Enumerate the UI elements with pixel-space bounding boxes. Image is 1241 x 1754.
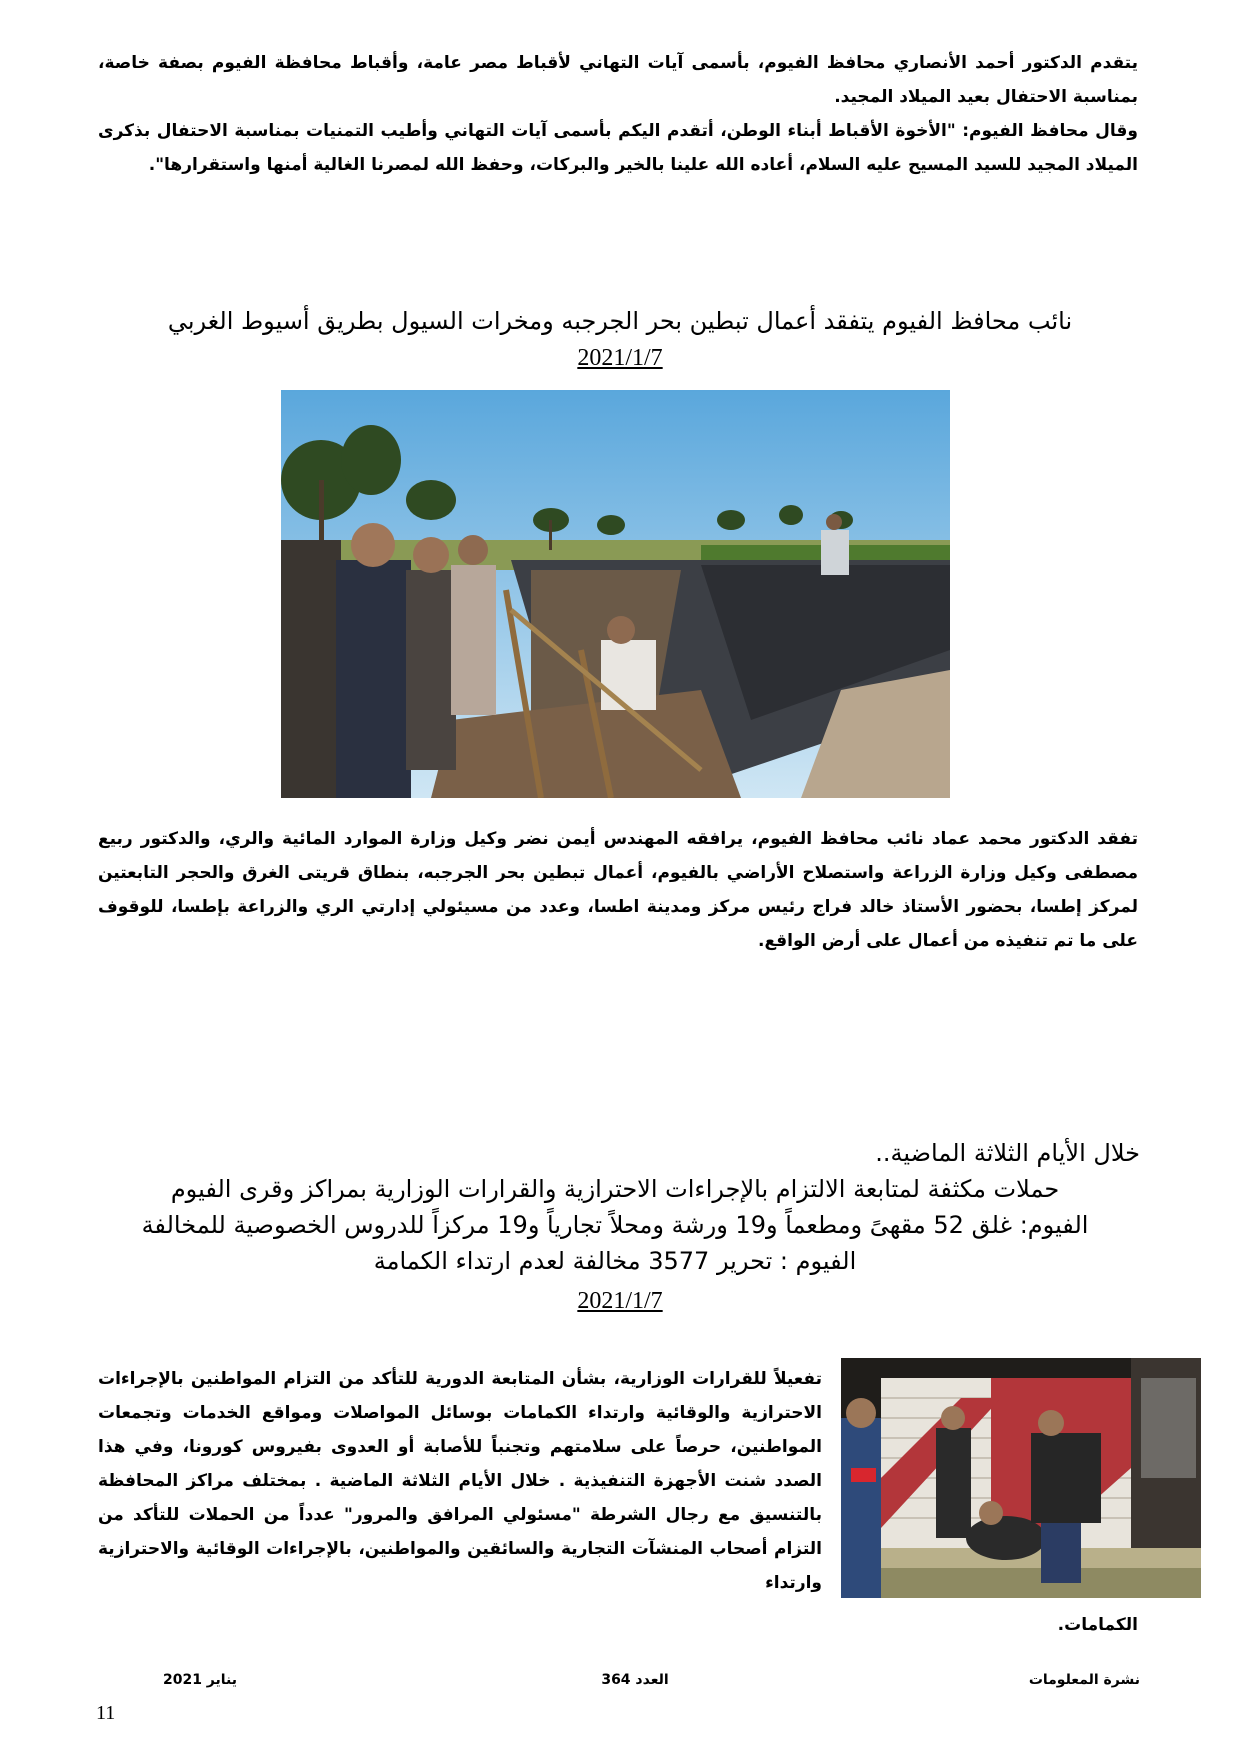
article2-title-line-1: خلال الأيام الثلاثة الماضية.. (875, 1139, 1140, 1167)
article2-headline (90, 1135, 1140, 1279)
shop-inspection-photo (841, 1358, 1201, 1598)
canal-inspection-photo (281, 390, 950, 798)
page-number: 11 (96, 1702, 116, 1724)
footer-issue: العدد 364 (601, 1672, 669, 1688)
article2-body: تفعيلاً للقرارات الوزارية، بشأن المتابعة الدورية للتأكد من التزام المواطنين بالإجراءات الاحترازية والوقائية وارتداء الكمامات بوسائل المواصلات ومواقع الخدمات وتجمعات المواطنين، حرصاً على سلامتهم وتجنباً للأصابة أو العدوى بفيروس كورونا، وفي هذا الصدد شنت الأجهزة التنفيذية . خلال الأيام الثلاثة الماضية . بمختلف مراكز المحافظة بالتنسيق مع رجال الشرطة "مسئولي المرافق والمرور" عدداً من الحملات للتأكد من التزام أصحاب المنشآت التجارية والسائقين والمواطنين، بالإجراءات الوقائية والاحترازية وارتداء (98, 1369, 822, 1593)
footer-date: يناير 2021 (162, 1672, 238, 1688)
article2-title-line-4: الفيوم : تحرير 3577 مخالفة لعدم ارتداء الكمامة (373, 1247, 857, 1275)
intro-paragraph-1: يتقدم الدكتور أحمد الأنصاري محافظ الفيوم، بأسمى آيات التهاني لأقباط مصر عامة، وأقباط محافظة الفيوم بصفة خاصة، بمناسبة الاحتفال بعيد الميلاد المجيد. (98, 53, 1138, 107)
intro-section (98, 46, 1138, 182)
article2-date: 2021/1/7 (577, 1288, 663, 1314)
article2-title-line-3: الفيوم: غلق 52 مقهىً ومطعماً و19 ورشة ومحلاً تجارياً و19 مركزاً للدروس الخصوصية للمخالفة (141, 1211, 1089, 1239)
article1-title: نائب محافظ الفيوم يتفقد أعمال تبطين بحر الجرجبه ومخرات السيول بطريق أسيوط الغربي (167, 307, 1073, 335)
article1-body: تفقد الدكتور محمد عماد نائب محافظ الفيوم، يرافقه المهندس أيمن نضر وكيل وزارة الموارد المائية والري، والدكتور ربيع مصطفى وكيل وزارة الزراعة واستصلاح الأراضي بالفيوم، أعمال تبطين بحر الجرجبه، بنطاق قريتى الغرق والحجر التابعتين لمركز إطسا، بحضور الأستاذ خالد فراج رئيس مركز ومدينة اطسا، وعدد من مسيئولي إدارتي الري والزراعة بإطسا، للوقوف على ما تم تنفيذه من أعمال على أرض الواقع. (98, 829, 1138, 951)
footer-publication: نشرة المعلومات (1028, 1672, 1140, 1688)
intro-paragraph-2: وقال محافظ الفيوم: "الأخوة الأقباط أبناء الوطن، أتقدم اليكم بأسمى آيات التهاني وأطيب التمنيات بمناسبة الاحتفال بذكرى الميلاد المجيد للسيد المسيح عليه السلام، أعاده الله علينا بالخير والبركات، وحفظ الله لمصرنا الغالية أمنها واستقرارها". (98, 121, 1138, 175)
article2-title-line-2: حملات مكثفة لمتابعة الالتزام بالإجراءات الاحترازية والقرارات الوزارية بمراكز وقرى الفيوم (170, 1175, 1060, 1203)
article1-date: 2021/1/7 (577, 345, 663, 371)
article2-body-end: الكمامات. (1057, 1615, 1138, 1635)
